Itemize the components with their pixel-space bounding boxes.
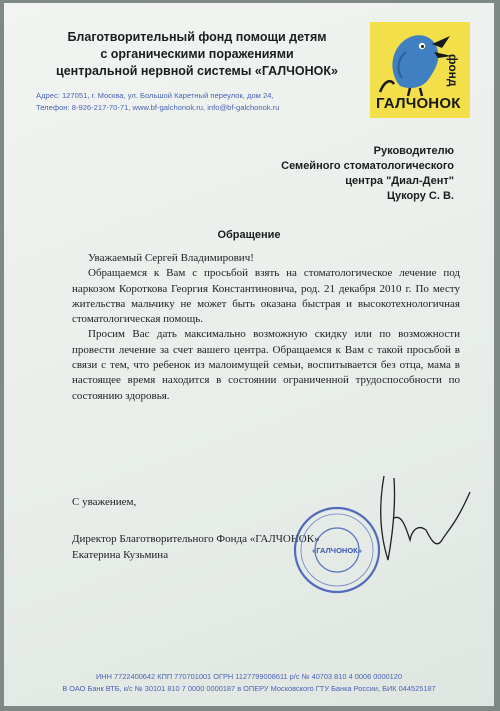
- seal-center-text: «ГАЛЧОНОК»: [312, 546, 362, 555]
- bank-details: [4, 671, 494, 695]
- closing: С уважением,: [72, 496, 137, 508]
- paragraph-2: Просим Вас дать максимально возможную скидку или по возможности провести лечение за счет вашего центра. Обращаемся к Вам с такой просьбой в связи с тем, что ребенок из малоимущей семьи, воспитывается без отца, мама в настоящее время находится в состоянии ограниченной трудоспособности по состоянию здоровья.: [72, 328, 460, 402]
- addressee-line-2: Семейного стоматологического: [281, 160, 454, 172]
- contact-line: Телефон: 8-926-217-70-71, www.bf-galchonok.ru, info@bf-galchonok.ru: [36, 102, 280, 112]
- foundation-title-line-2: с органическими поражениями: [100, 47, 294, 61]
- letter-body: [72, 251, 460, 404]
- paragraph-1: Обращаемся к Вам с просьбой взять на стоматологическое лечение под наркозом Короткова Георгия Константиновича, род. 21 декабря 2010 г. По месту жительства мальчику не может быть оказана быстрая и высокотехнологичная стоматологическая помощь.: [72, 267, 460, 326]
- letter-subject: Обращение: [217, 229, 281, 241]
- foundation-contacts: [36, 90, 280, 113]
- logo-name: ГАЛЧОНОК: [376, 95, 461, 112]
- logo-fond-label: фонд: [446, 54, 460, 87]
- foundation-logo: [370, 22, 470, 118]
- addressee-line-3: центра "Диал-Дент": [345, 175, 454, 187]
- addressee-line-1: Руководителю: [373, 145, 454, 157]
- foundation-title: [32, 29, 362, 80]
- address-line: Адрес: 127051, г. Москва, ул. Большой Каретный переулок, дом 24,: [36, 91, 274, 100]
- foundation-title-line-3: центральной нервной системы «ГАЛЧОНОК»: [56, 64, 338, 78]
- signature-block: [72, 495, 320, 563]
- bank-details-line-1: ИНН 7722400642 КПП 770701001 ОГРН 1127799008611 р/с № 40703 810 4 0006 0000120: [96, 672, 402, 681]
- foundation-title-line-1: Благотворительный фонд помощи детям: [67, 30, 327, 44]
- bank-details-line-2: В ОАО Банк ВТБ, к/с № 30101 810 7 0000 0000187 в ОПЕРУ Московского ГТУ Банка России, БИК 044525187: [62, 684, 436, 693]
- signer-name: Екатерина Кузьмина: [72, 548, 169, 561]
- handwritten-signature: [366, 468, 476, 573]
- letter-page: [4, 3, 494, 706]
- addressee-line-4: Цукору С. В.: [386, 190, 454, 202]
- salutation: Уважаемый Сергей Владимирович!: [88, 252, 254, 264]
- signer-position: Директор Благотворительного Фонда «ГАЛЧОНОК»: [72, 533, 320, 546]
- addressee-block: [281, 144, 454, 204]
